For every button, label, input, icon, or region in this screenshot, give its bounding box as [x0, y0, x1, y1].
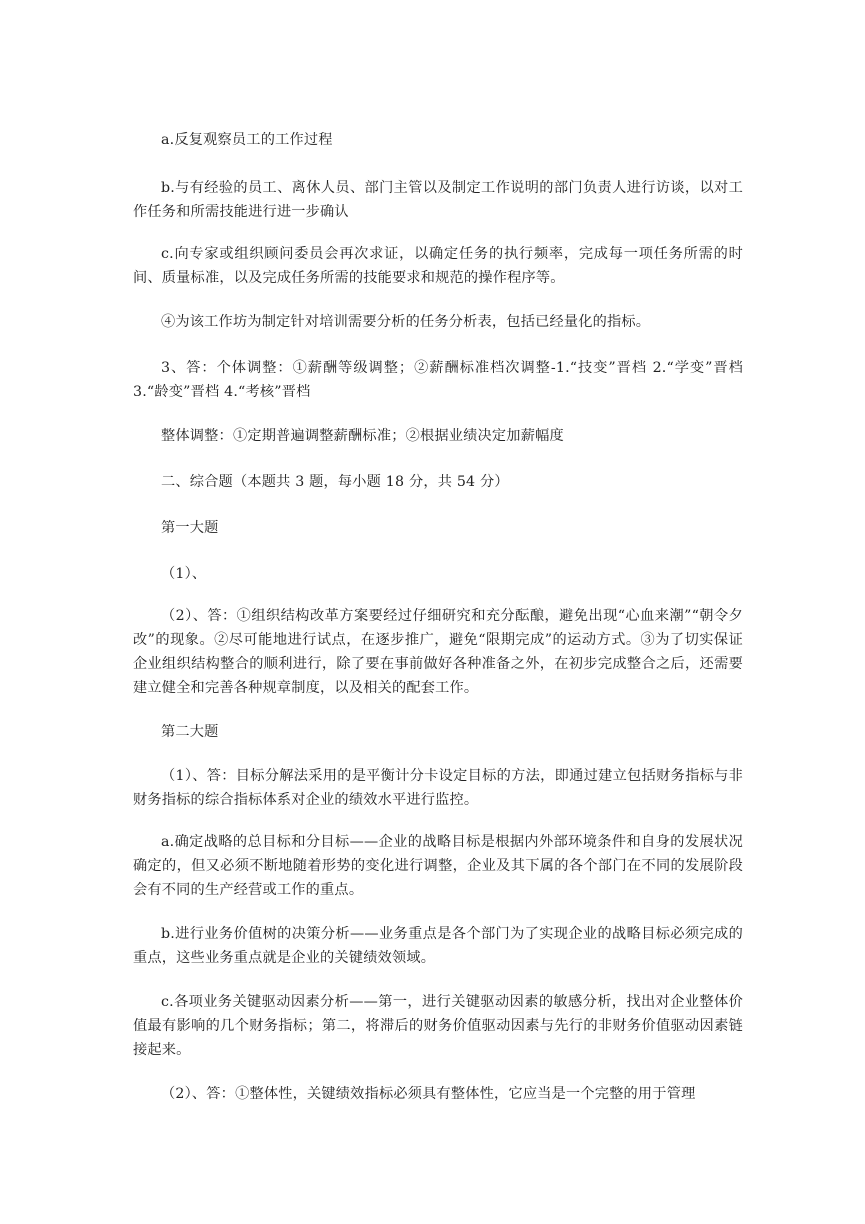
paragraph-strategy-goals: a.确定战略的总目标和分目标——企业的战略目标是根据内外部环境条件和自身的发展状况确定的，但又必须不断地随着形势的变化进行调整，企业及其下属的各个部门在不同的发展阶段会有不同的生产经营或工作的重点。	[133, 834, 743, 898]
heading-part-two: 第二大题	[161, 724, 219, 740]
paragraph-value-tree: b.进行业务价值树的决策分析——业务重点是各个部门为了实现企业的战略目标必须完成的重点，这些业务重点就是企业的关键绩效领域。	[133, 926, 743, 966]
paragraph-task-analysis: ④为该工作坊为制定针对培训需要分析的任务分析表，包括已经量化的指标。	[161, 314, 651, 330]
paragraph-q1-1: （1）、	[161, 566, 207, 582]
heading-part-one: 第一大题	[161, 520, 219, 536]
paragraph-key-drivers: c.各项业务关键驱动因素分析——第一，进行关键驱动因素的敏感分析，找出对企业整体价值最有影响的几个财务指标；第二，将滞后的财务价值驱动因素与先行的非财务价值驱动因素链接起来。	[133, 994, 743, 1058]
paragraph-q1-2-answer: （2）、答：①组织结构改革方案要经过仔细研究和充分酝酿，避免出现“心血来潮”“朝令夕改”的现象。②尽可能地进行试点，在逐步推广，避免“限期完成”的运动方式。③为了切实保证企业组织结构整合的顺利进行，除了要在事前做好各种准备之外，在初步完成整合之后，还需要建立健全和完善各种规章制度，以及相关的配套工作。	[133, 608, 743, 696]
paragraph-expert-verify: c.向专家或组织顾问委员会再次求证，以确定任务的执行频率，完成每一项任务所需的时间、质量标准，以及完成任务所需的技能要求和规范的操作程序等。	[133, 246, 743, 286]
paragraph-q2-1-answer: （1）、答：目标分解法采用的是平衡计分卡设定目标的方法，即通过建立包括财务指标与非财务指标的综合指标体系对企业的绩效水平进行监控。	[133, 768, 743, 808]
paragraph-q2-2-answer: （2）、答：①整体性，关键绩效指标必须具有整体性，它应当是一个完整的用于管理	[161, 1086, 696, 1102]
paragraph-individual-adjust: 3、答：个体调整：①薪酬等级调整；②薪酬标准档次调整-1.“技变”晋档 2.“学变”晋档 3.“龄变”晋档 4.“考核”晋档	[133, 360, 743, 400]
paragraph-observe-process: a.反复观察员工的工作过程	[161, 132, 333, 148]
paragraph-interview: b.与有经验的员工、离休人员、部门主管以及制定工作说明的部门负责人进行访谈，以对工作任务和所需技能进行进一步确认	[133, 180, 743, 220]
section-heading-comprehensive: 二、综合题（本题共 3 题，每小题 18 分，共 54 分）	[161, 474, 509, 490]
paragraph-overall-adjust: 整体调整：①定期普遍调整薪酬标准；②根据业绩决定加薪幅度	[161, 428, 564, 444]
